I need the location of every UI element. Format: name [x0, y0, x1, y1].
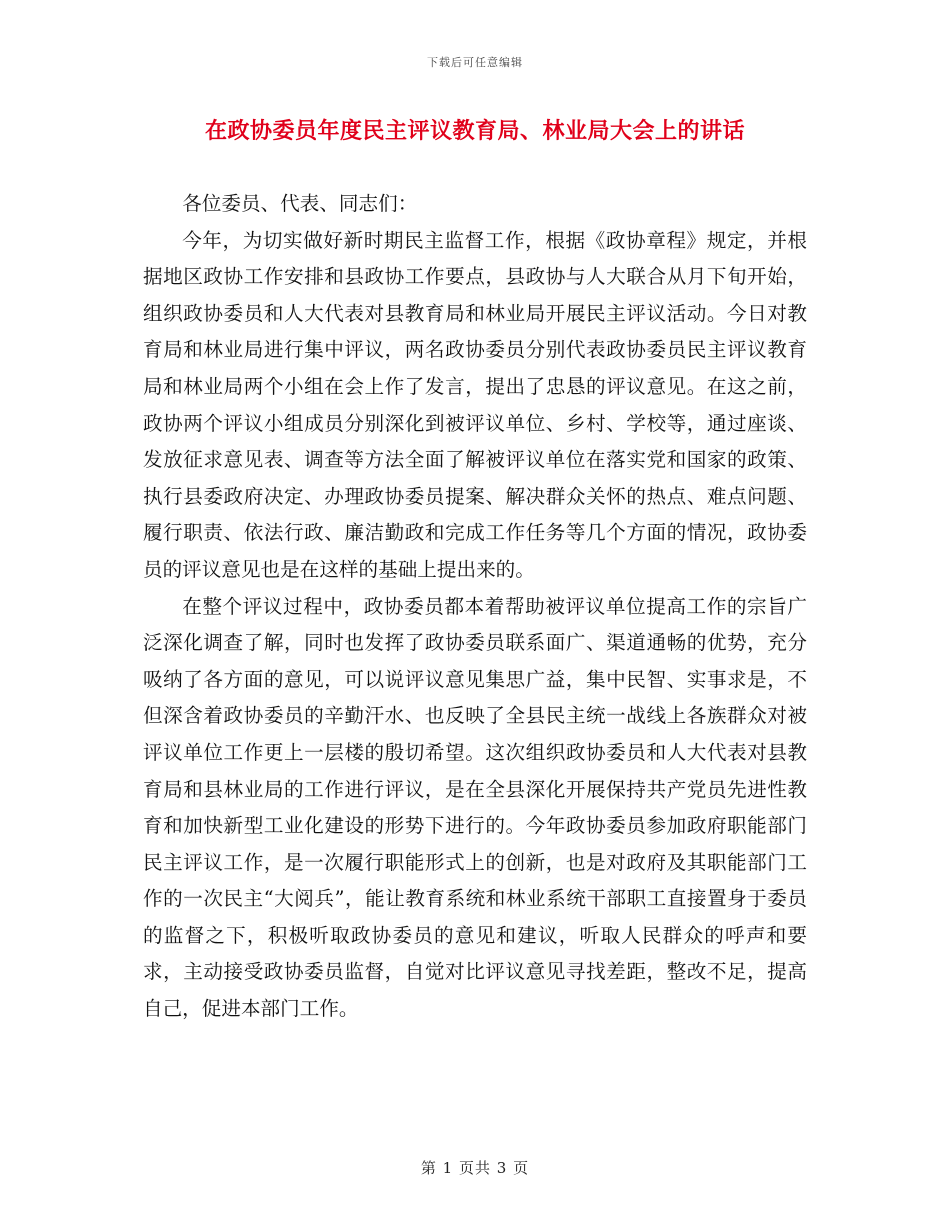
- document-title: 在政协委员年度民主评议教育局、林业局大会上的讲话: [204, 118, 745, 144]
- body-paragraph: 今年，为切实做好新时期民主监督工作，根据《政协章程》规定，并根据地区政协工作安排和县政协工作要点，县政协与人大联合从月下旬开始，组织政协委员和人大代表对县教育局和林业局开展民主评议活动。今日对教育局和林业局进行集中评议，两名政协委员分别代表政协委员民主评议教育局和林业局两个小组在会上作了发言，提出了忠恳的评议意见。在这之前，政协两个评议小组成员分别深化到被评议单位、乡村、学校等，通过座谈、发放征求意见表、调查等方法全面了解被评议单位在落实党和国家的政策、执行县委政府决定、办理政协委员提案、解决群众关怀的热点、难点问题、履行职责、依法行政、廉洁勤政和完成工作任务等几个方面的情况，政协委员的评议意见也是在这样的基础上提出来的。: [143, 228, 807, 581]
- salutation-paragraph: 各位委员、代表、同志们：: [182, 192, 418, 215]
- header-note: 下载后可任意编辑: [427, 56, 523, 69]
- body-paragraph: 在整个评议过程中，政协委员都本着帮助被评议单位提高工作的宗旨广泛深化调查了解，同时也发挥了政协委员联系面广、渠道通畅的优势，充分吸纳了各方面的意见，可以说评议意见集思广益，集中民智、实事求是，不但深含着政协委员的辛勤汗水、也反映了全县民主统一战线上各族群众对被评议单位工作更上一层楼的殷切希望。这次组织政协委员和人大代表对县教育局和县林业局的工作进行评议，是在全县深化开展保持共产党员先进性教育和加快新型工业化建设的形势下进行的。今年政协委员参加政府职能部门民主评议工作，是一次履行职能形式上的创新，也是对政府及其职能部门工作的一次民主“大阅兵”，能让教育系统和林业系统干部职工直接置身于委员的监督之下，积极听取政协委员的意见和建议，听取人民群众的呼声和要求，主动接受政协委员监督，自觉对比评议意见寻找差距，整改不足，提高自己，促进本部门工作。: [143, 594, 807, 1021]
- page-number: 第 1 页共 3 页: [420, 1159, 530, 1177]
- document-body: [143, 186, 807, 1028]
